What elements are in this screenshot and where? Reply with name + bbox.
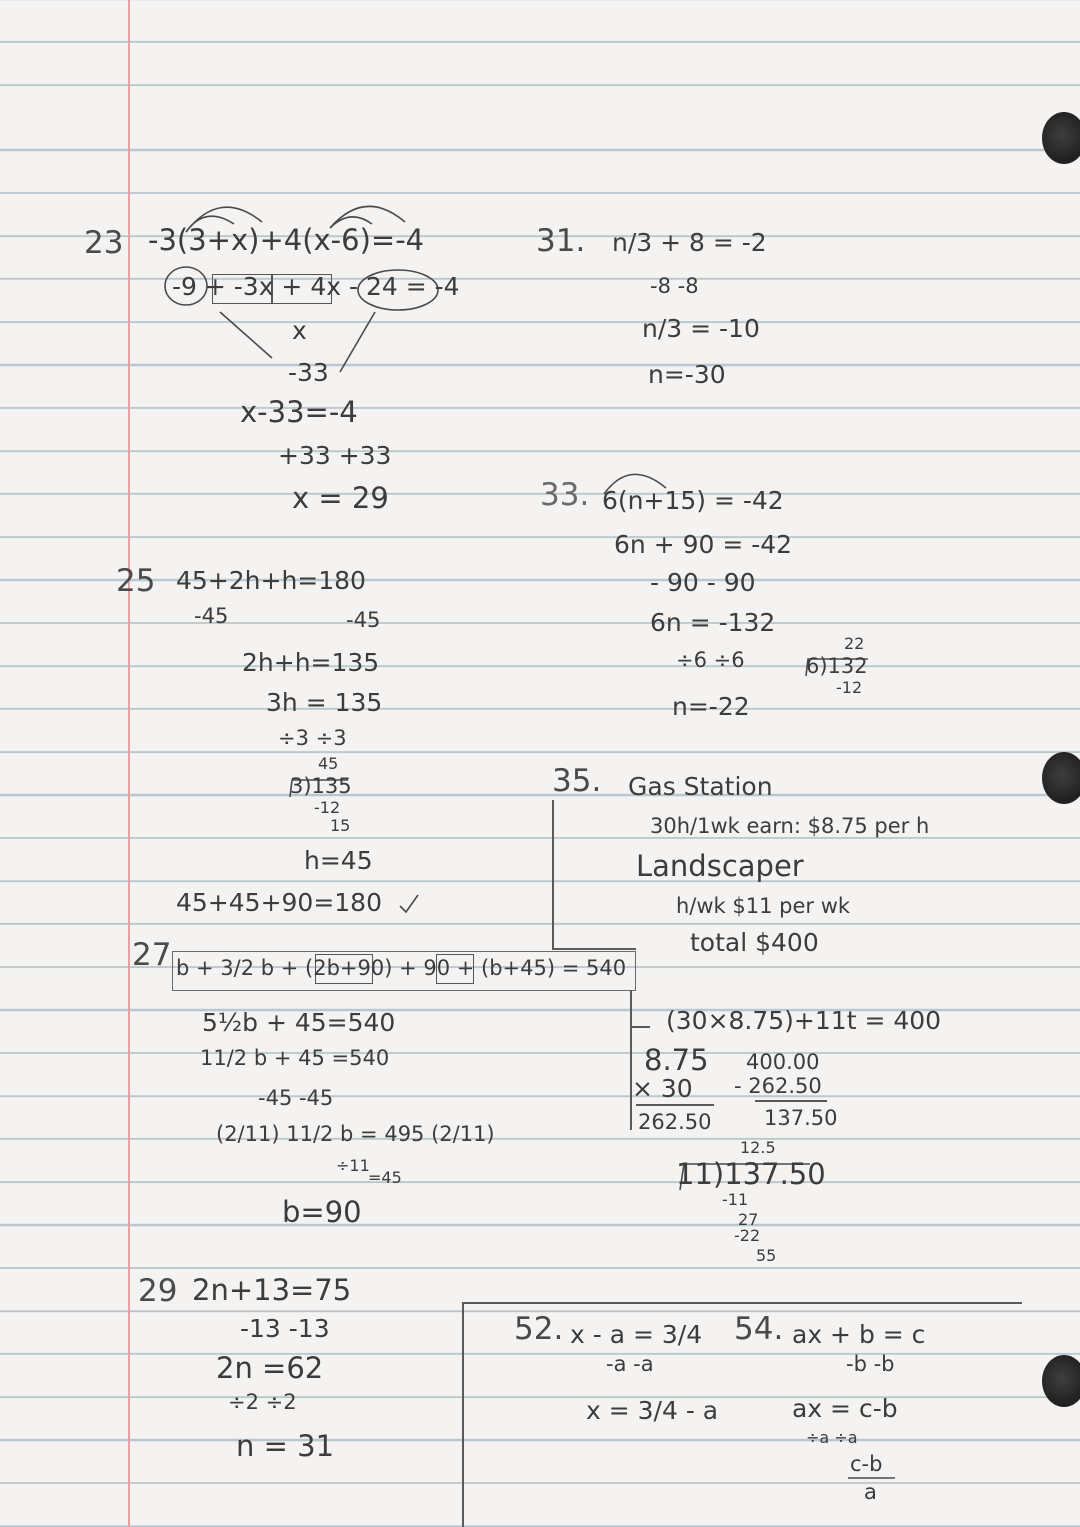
problem-33-answer: n=-22: [672, 692, 750, 721]
problem-23-line-2: -9 + -3x + 4x - 24 = -4: [172, 272, 460, 301]
problem-25-division: 3)135: [290, 774, 352, 798]
problem-35-ld-sub1: -11: [722, 1190, 749, 1209]
problem-23-line-3: x: [292, 316, 307, 345]
problem-35-mult-result: 262.50: [638, 1110, 712, 1134]
problem-31-number: 31.: [536, 223, 586, 259]
problem-35-landscaper-rate: h/wk $11 per wk: [676, 894, 851, 918]
problem-25-line-2a: -45: [194, 604, 229, 628]
problem-33-line-3: - 90 - 90: [650, 568, 756, 597]
problem-27-line-3: 11/2 b + 45 =540: [200, 1046, 390, 1070]
problem-25-line-5: ÷3 ÷3: [278, 726, 347, 750]
problem-29-line-4: ÷2 ÷2: [228, 1390, 297, 1414]
problem-27-answer: b=90: [282, 1195, 362, 1229]
problems-52-54-box-top: [462, 1302, 1022, 1304]
problem-35-gas-station: Gas Station: [628, 772, 773, 801]
problem-33-line-2: 6n + 90 = -42: [614, 530, 793, 559]
problem-52-line-2: -a -a: [606, 1352, 654, 1376]
problem-35-landscaper: Landscaper: [636, 849, 804, 883]
problem-27-line-4: -45 -45: [258, 1086, 334, 1110]
problem-52-line-1: x - a = 3/4: [570, 1320, 703, 1349]
problems-52-54-box-left: [462, 1302, 464, 1527]
problem-35-bracket-work: [630, 990, 632, 1130]
problem-27-line-6b: =45: [368, 1168, 402, 1187]
problem-27-number: 27: [132, 937, 172, 973]
problem-29-number: 29: [138, 1273, 178, 1309]
problem-35-ld-rem1: 27: [738, 1210, 759, 1229]
problem-25-line-2b: -45: [346, 608, 381, 632]
problem-35-total: total $400: [690, 928, 819, 957]
problem-23-line-6: +33 +33: [278, 441, 392, 470]
problem-27-line-6a: ÷11: [336, 1156, 370, 1175]
problem-25-remainder: 15: [330, 816, 351, 835]
problem-54-number: 54.: [734, 1311, 784, 1347]
problem-35-mult-top: 8.75: [644, 1043, 709, 1077]
problem-52-answer: x = 3/4 - a: [586, 1396, 719, 1425]
problem-33-division: 6)132: [806, 654, 868, 678]
problem-33-line-1: 6(n+15) = -42: [602, 486, 784, 515]
problem-52-number: 52.: [514, 1311, 564, 1347]
problem-35-quotient: 12.5: [740, 1138, 776, 1157]
problem-27-line-1: b + 3/2 b + (2b+90) + 90 + (b+45) = 540: [176, 956, 627, 980]
problem-35-bracket-left: [552, 800, 554, 950]
problem-33-number: 33.: [540, 477, 590, 513]
problem-29-answer: n = 31: [236, 1429, 335, 1463]
problem-31-line-3: n/3 = -10: [642, 314, 760, 343]
problem-54-answer-numerator: c-b: [850, 1452, 883, 1476]
problem-35-sub-bottom: - 262.50: [734, 1074, 822, 1098]
problem-31-line-1: n/3 + 8 = -2: [612, 228, 767, 257]
problem-29-line-3: 2n =62: [216, 1351, 324, 1385]
problem-35-sub-result: 137.50: [764, 1106, 838, 1130]
problem-35-mult-bottom: × 30: [632, 1074, 693, 1103]
problem-54-line-4: ÷a ÷a: [806, 1428, 858, 1447]
problem-54-line-2: -b -b: [846, 1352, 895, 1376]
problem-31-line-2: -8 -8: [650, 274, 699, 298]
problem-25-line-1: 45+2h+h=180: [176, 566, 366, 595]
problem-25-sub: -12: [314, 798, 341, 817]
problem-25-line-4: 3h = 135: [266, 688, 383, 717]
problem-33-sub: -12: [836, 678, 863, 697]
problem-35-gas-rate: 30h/1wk earn: $8.75 per h: [650, 814, 930, 838]
problem-35-ld-sub2: -22: [734, 1226, 761, 1245]
problem-31-answer: n=-30: [648, 360, 726, 389]
problem-35-ld-rem2: 55: [756, 1246, 777, 1265]
problem-33-line-4: 6n = -132: [650, 608, 776, 637]
problem-25-line-3: 2h+h=135: [242, 648, 380, 677]
problem-25-quotient: 45: [318, 754, 339, 773]
problem-23-number: 23: [84, 225, 124, 261]
problem-54-line-1: ax + b = c: [792, 1320, 926, 1349]
problem-25-check: 45+45+90=180: [176, 888, 382, 917]
problem-33-line-5: ÷6 ÷6: [676, 648, 745, 672]
problem-54-answer-denominator: a: [864, 1480, 877, 1504]
problem-23-line-7: x = 29: [292, 481, 389, 515]
problem-35-number: 35.: [552, 763, 602, 799]
problem-35-sub-top: 400.00: [746, 1050, 820, 1074]
multiplication-line: [636, 1104, 714, 1106]
problem-25-answer: h=45: [304, 846, 373, 875]
subtraction-line: [755, 1100, 827, 1102]
problem-27-line-5: (2/11) 11/2 b = 495 (2/11): [216, 1122, 495, 1146]
problem-35-long-division: 11)137.50: [676, 1157, 826, 1191]
problem-35-bracket-bottom: [552, 948, 636, 950]
problem-29-line-2: -13 -13: [240, 1314, 330, 1343]
problem-23-line-1: -3(3+x)+4(x-6)=-4: [148, 223, 425, 257]
problem-35-equation: (30×8.75)+11t = 400: [666, 1006, 942, 1035]
problem-29-line-1: 2n+13=75: [192, 1273, 352, 1307]
problem-23-line-5: x-33=-4: [240, 395, 358, 429]
problem-33-quotient: 22: [844, 634, 865, 653]
problem-35-bracket-top: [630, 1026, 650, 1028]
problem-25-number: 25: [116, 563, 156, 599]
problem-54-line-3: ax = c-b: [792, 1394, 898, 1423]
problem-23-line-4: -33: [288, 358, 329, 387]
problem-27-line-2: 5½b + 45=540: [202, 1008, 396, 1037]
